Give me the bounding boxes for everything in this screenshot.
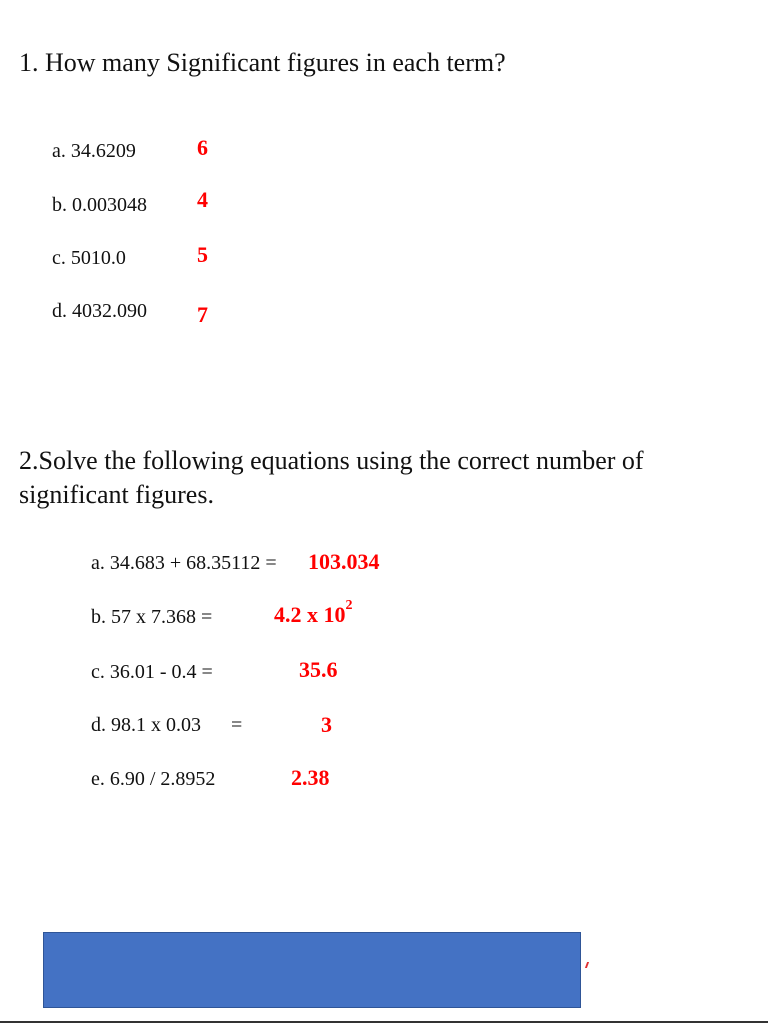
q2-answer-a: 103.034 bbox=[308, 549, 380, 574]
blue-answer-box bbox=[43, 932, 581, 1008]
q2-answer-b-exponent: 2 bbox=[345, 598, 353, 613]
q1-answer-b: 4 bbox=[197, 187, 208, 212]
q2-answer-b-base: 4.2 x 10 bbox=[274, 602, 346, 627]
red-tick-mark bbox=[585, 962, 589, 968]
q1-answer-c: 5 bbox=[197, 242, 208, 267]
q2-item-c: c. 36.01 - 0.4 = bbox=[91, 661, 213, 683]
question-1-title: 1. How many Significant figures in each term? bbox=[19, 48, 506, 77]
q1-answer-a: 6 bbox=[197, 135, 208, 160]
q1-item-b: b. 0.003048 bbox=[52, 194, 147, 216]
question-2-title-line-1: 2.Solve the following equations using the correct number of bbox=[19, 446, 644, 475]
q2-item-a: a. 34.683 + 68.35112 = bbox=[91, 552, 277, 574]
question-2-title-line-2: significant figures. bbox=[19, 480, 214, 509]
q2-item-d: d. 98.1 x 0.03 bbox=[91, 714, 201, 736]
q2-item-b: b. 57 x 7.368 = bbox=[91, 606, 213, 628]
q2-answer-b bbox=[274, 598, 353, 628]
q2-item-e: e. 6.90 / 2.8952 bbox=[91, 768, 216, 790]
page-bottom-border bbox=[0, 1021, 768, 1023]
q1-answer-d: 7 bbox=[197, 302, 208, 327]
q1-item-c: c. 5010.0 bbox=[52, 247, 126, 269]
q1-item-d: d. 4032.090 bbox=[52, 300, 147, 322]
q2-item-d-equals: = bbox=[231, 714, 243, 736]
q2-answer-c: 35.6 bbox=[299, 657, 338, 682]
q1-item-a: a. 34.6209 bbox=[52, 140, 136, 162]
q2-answer-e: 2.38 bbox=[291, 765, 330, 790]
q2-answer-d: 3 bbox=[321, 712, 332, 737]
